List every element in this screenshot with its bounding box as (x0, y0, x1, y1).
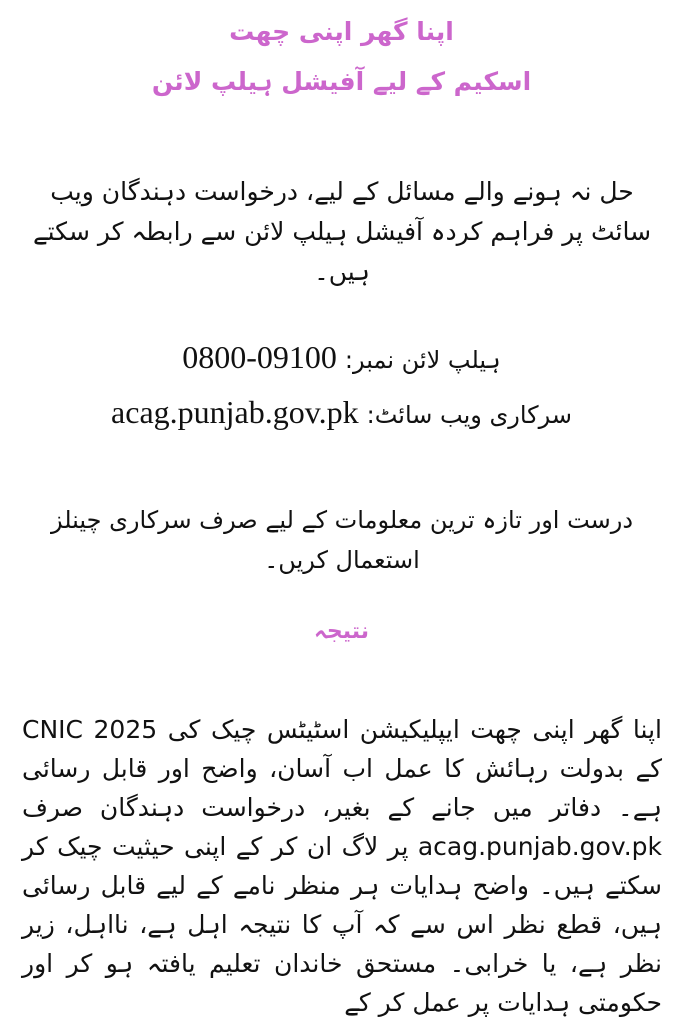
website-label: سرکاری ویب سائٹ: (366, 401, 572, 429)
helpline-label: ہیلپ لائن نمبر: (344, 346, 501, 374)
advice-paragraph: درست اور تازہ ترین معلومات کے لیے صرف سرکاری چینلز استعمال کریں۔ (50, 506, 634, 574)
page-title-line-1: اپنا گھر اپنی چھت (229, 17, 454, 46)
conclusion-heading: نتیجہ (314, 619, 369, 644)
helpline-line (0, 337, 683, 380)
page-title-line-2: اسکیم کے لیے آفیشل ہیلپ لائن (151, 67, 532, 96)
conclusion-paragraph: اپنا گھر اپنی چھت ایپلیکیشن اسٹیٹس چیک کی CNIC 2025 کے بدولت رہائش کا عمل اب آسان، واضح اور قابل رسائی ہے۔ دفاتر میں جانے کے بغیر، درخواست دہندگان صرف acag.punjab.gov.pk پر لاگ ان کر کے اپنی حیثیت چیک کر سکتے ہیں۔ واضح ہدایات ہر منظر نامے کے لیے قابل رسائی ہیں، قطع نظر اس سے کہ آپ کا نتیجہ اہل ہے، نااہل، زیر نظر ہے، یا خرابی۔ مستحق خاندان تعلیم یافتہ ہو کر اور حکومتی ہدایات پر عمل کر کے (22, 715, 662, 1017)
website-line (0, 392, 683, 435)
helpline-number: 0800-09100 (182, 339, 337, 375)
website-url[interactable]: acag.punjab.gov.pk (111, 394, 359, 430)
intro-paragraph: حل نہ ہونے والے مسائل کے لیے، درخواست دہندگان ویب سائٹ پر فراہم کردہ آفیشل ہیلپ لائن سے رابطہ کر سکتے ہیں۔ (32, 177, 652, 286)
